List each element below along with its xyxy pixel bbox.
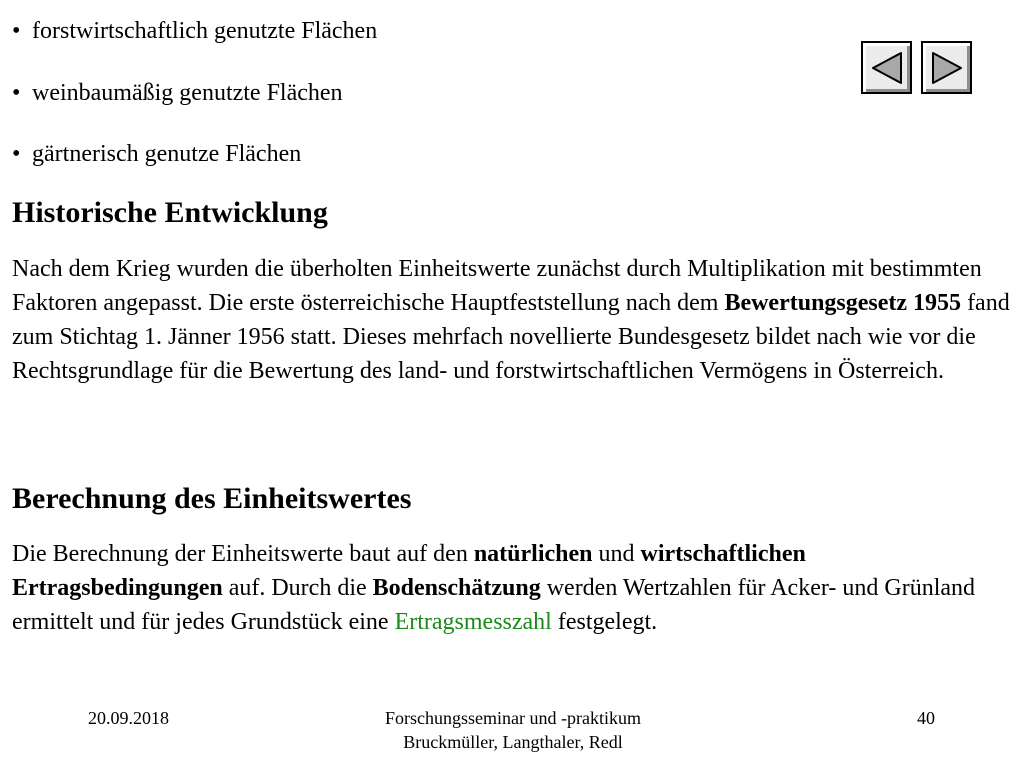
paragraph-text: werden Wertzahlen für Acker- und Grünland ermittelt und für jedes Grundstück eine (12, 575, 976, 635)
bullet-item (12, 140, 301, 168)
paragraph-bold-text: natürlichen (473, 541, 593, 567)
paragraph-bold-text: wirtschaftlichen Ertragsbedingungen (12, 541, 806, 601)
bullet-item (12, 17, 377, 45)
paragraph-text: fand zum Stichtag 1. Jänner 1956 statt. Dieses mehrfach novellierte Bundesgesetz bildet nach wie vor die Rechtsgrundlage für die Bewertung des land- und forstwirtschaftlichen Vermögens in Österreich. (12, 290, 1010, 384)
bullet-dot: • (12, 141, 21, 167)
paragraph-historische-entwicklung (12, 252, 1012, 388)
paragraph-text: festgelegt. (551, 609, 658, 635)
paragraph-text: und (592, 541, 641, 567)
slide-navigation (861, 41, 972, 94)
footer-page-number: 40 (917, 708, 935, 728)
bullet-text: gärtnerisch genutze Flächen (32, 141, 302, 167)
paragraph-berechnung (12, 537, 1012, 639)
next-slide-button[interactable] (921, 41, 972, 94)
bullet-dot: • (12, 80, 21, 106)
triangle-right-icon (928, 50, 966, 86)
previous-slide-button[interactable] (861, 41, 912, 94)
bullet-text: weinbaumäßig genutzte Flächen (32, 80, 343, 106)
paragraph-bold-text: Bewertungsgesetz 1955 (724, 290, 962, 316)
paragraph-text: auf. Durch die (222, 575, 373, 601)
bullet-text: forstwirtschaftlich genutzte Flächen (32, 18, 378, 44)
footer-title (370, 706, 656, 754)
footer-title-line1: Forschungsseminar und -praktikum (385, 708, 641, 728)
ertragsmesszahl-link[interactable]: Ertragsmesszahl (394, 609, 552, 635)
paragraph-bold-text: Bodenschätzung (372, 575, 541, 601)
paragraph-text: Nach dem Krieg wurden die überholten Einheitswerte zunächst durch Multiplikation mit bestimmten Faktoren angepasst. Die erste österreichische Hauptfeststellung nach dem (12, 256, 982, 316)
bullet-item (12, 79, 343, 107)
section-heading-berechnung: Berechnung des Einheitswertes (12, 482, 412, 515)
footer-date: 20.09.2018 (88, 708, 169, 728)
triangle-left-icon (868, 50, 906, 86)
section-heading-historische-entwicklung: Historische Entwicklung (12, 196, 328, 229)
paragraph-text: Die Berechnung der Einheitswerte baut auf den (12, 541, 474, 567)
footer-title-line2: Bruckmüller, Langthaler, Redl (403, 732, 623, 752)
bullet-dot: • (12, 18, 21, 44)
